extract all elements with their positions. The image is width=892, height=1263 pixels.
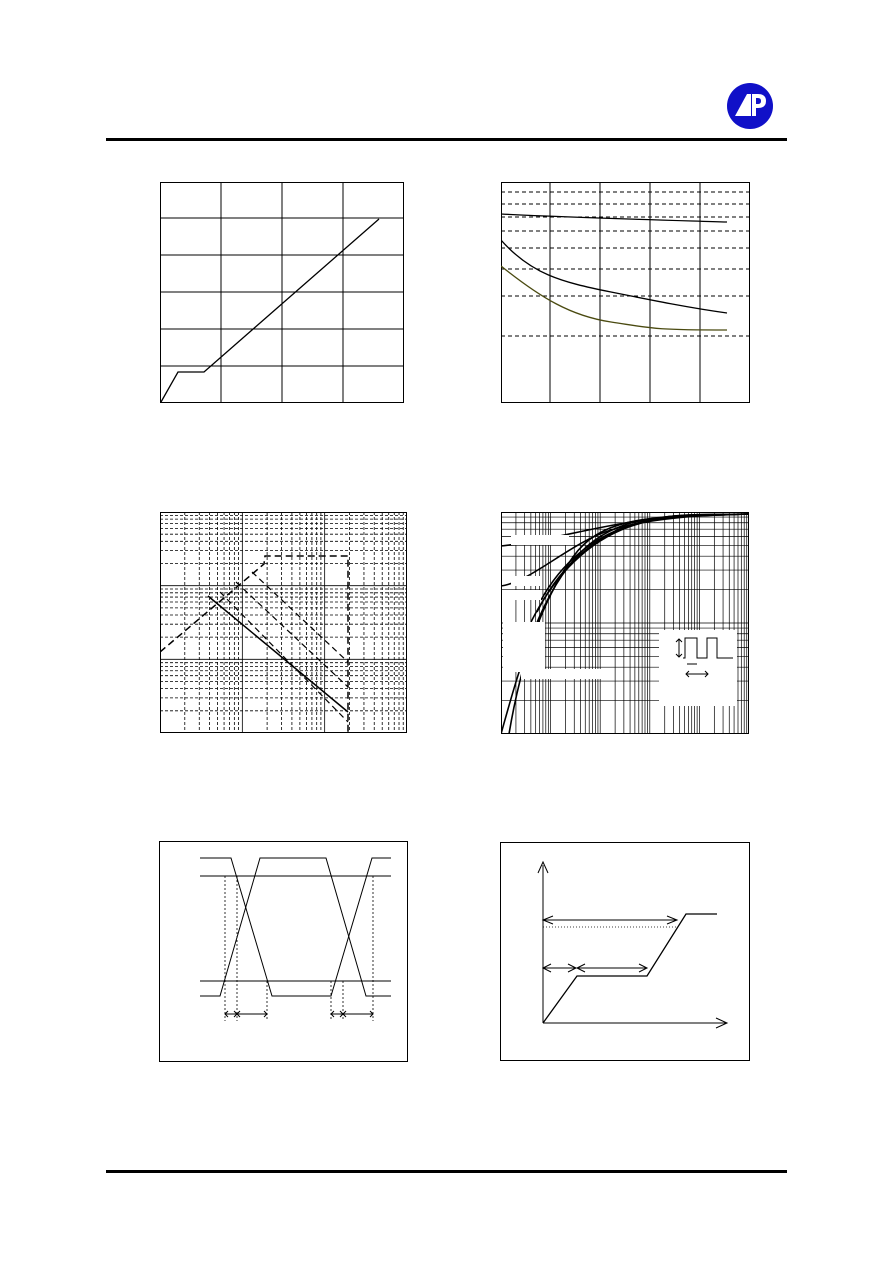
footer-rule <box>106 1170 787 1173</box>
figure-3-limit-1 <box>208 596 348 712</box>
figure-2-curve-top <box>501 214 727 222</box>
figure-4-label-box-1 <box>511 535 569 545</box>
figure-4-label-box-5 <box>521 669 601 679</box>
figure-3-boundary-dashed <box>160 556 348 733</box>
figure-5-waveform <box>159 841 408 1062</box>
header-rule <box>106 138 787 141</box>
figure-4-plot <box>501 512 749 734</box>
figure-1-curve <box>161 219 379 402</box>
figure-3-limit-4 <box>220 592 348 722</box>
figure-2-curve-bottom <box>501 266 727 330</box>
figure-3-plot <box>160 512 407 733</box>
figure-2-plot <box>501 182 750 403</box>
figure-4-duty-inset <box>659 630 737 706</box>
company-logo-icon <box>725 82 775 130</box>
figure-5-wave-a <box>200 858 391 996</box>
figure-1-plot <box>160 182 404 403</box>
figure-2-curve-middle <box>501 240 727 313</box>
figure-4-label-box-3 <box>511 590 541 600</box>
figure-4-label-box-4 <box>503 622 545 672</box>
figure-4-label-box-2 <box>511 576 541 586</box>
figure-5-wave-b <box>200 858 391 996</box>
figure-6-waveform <box>500 842 750 1061</box>
